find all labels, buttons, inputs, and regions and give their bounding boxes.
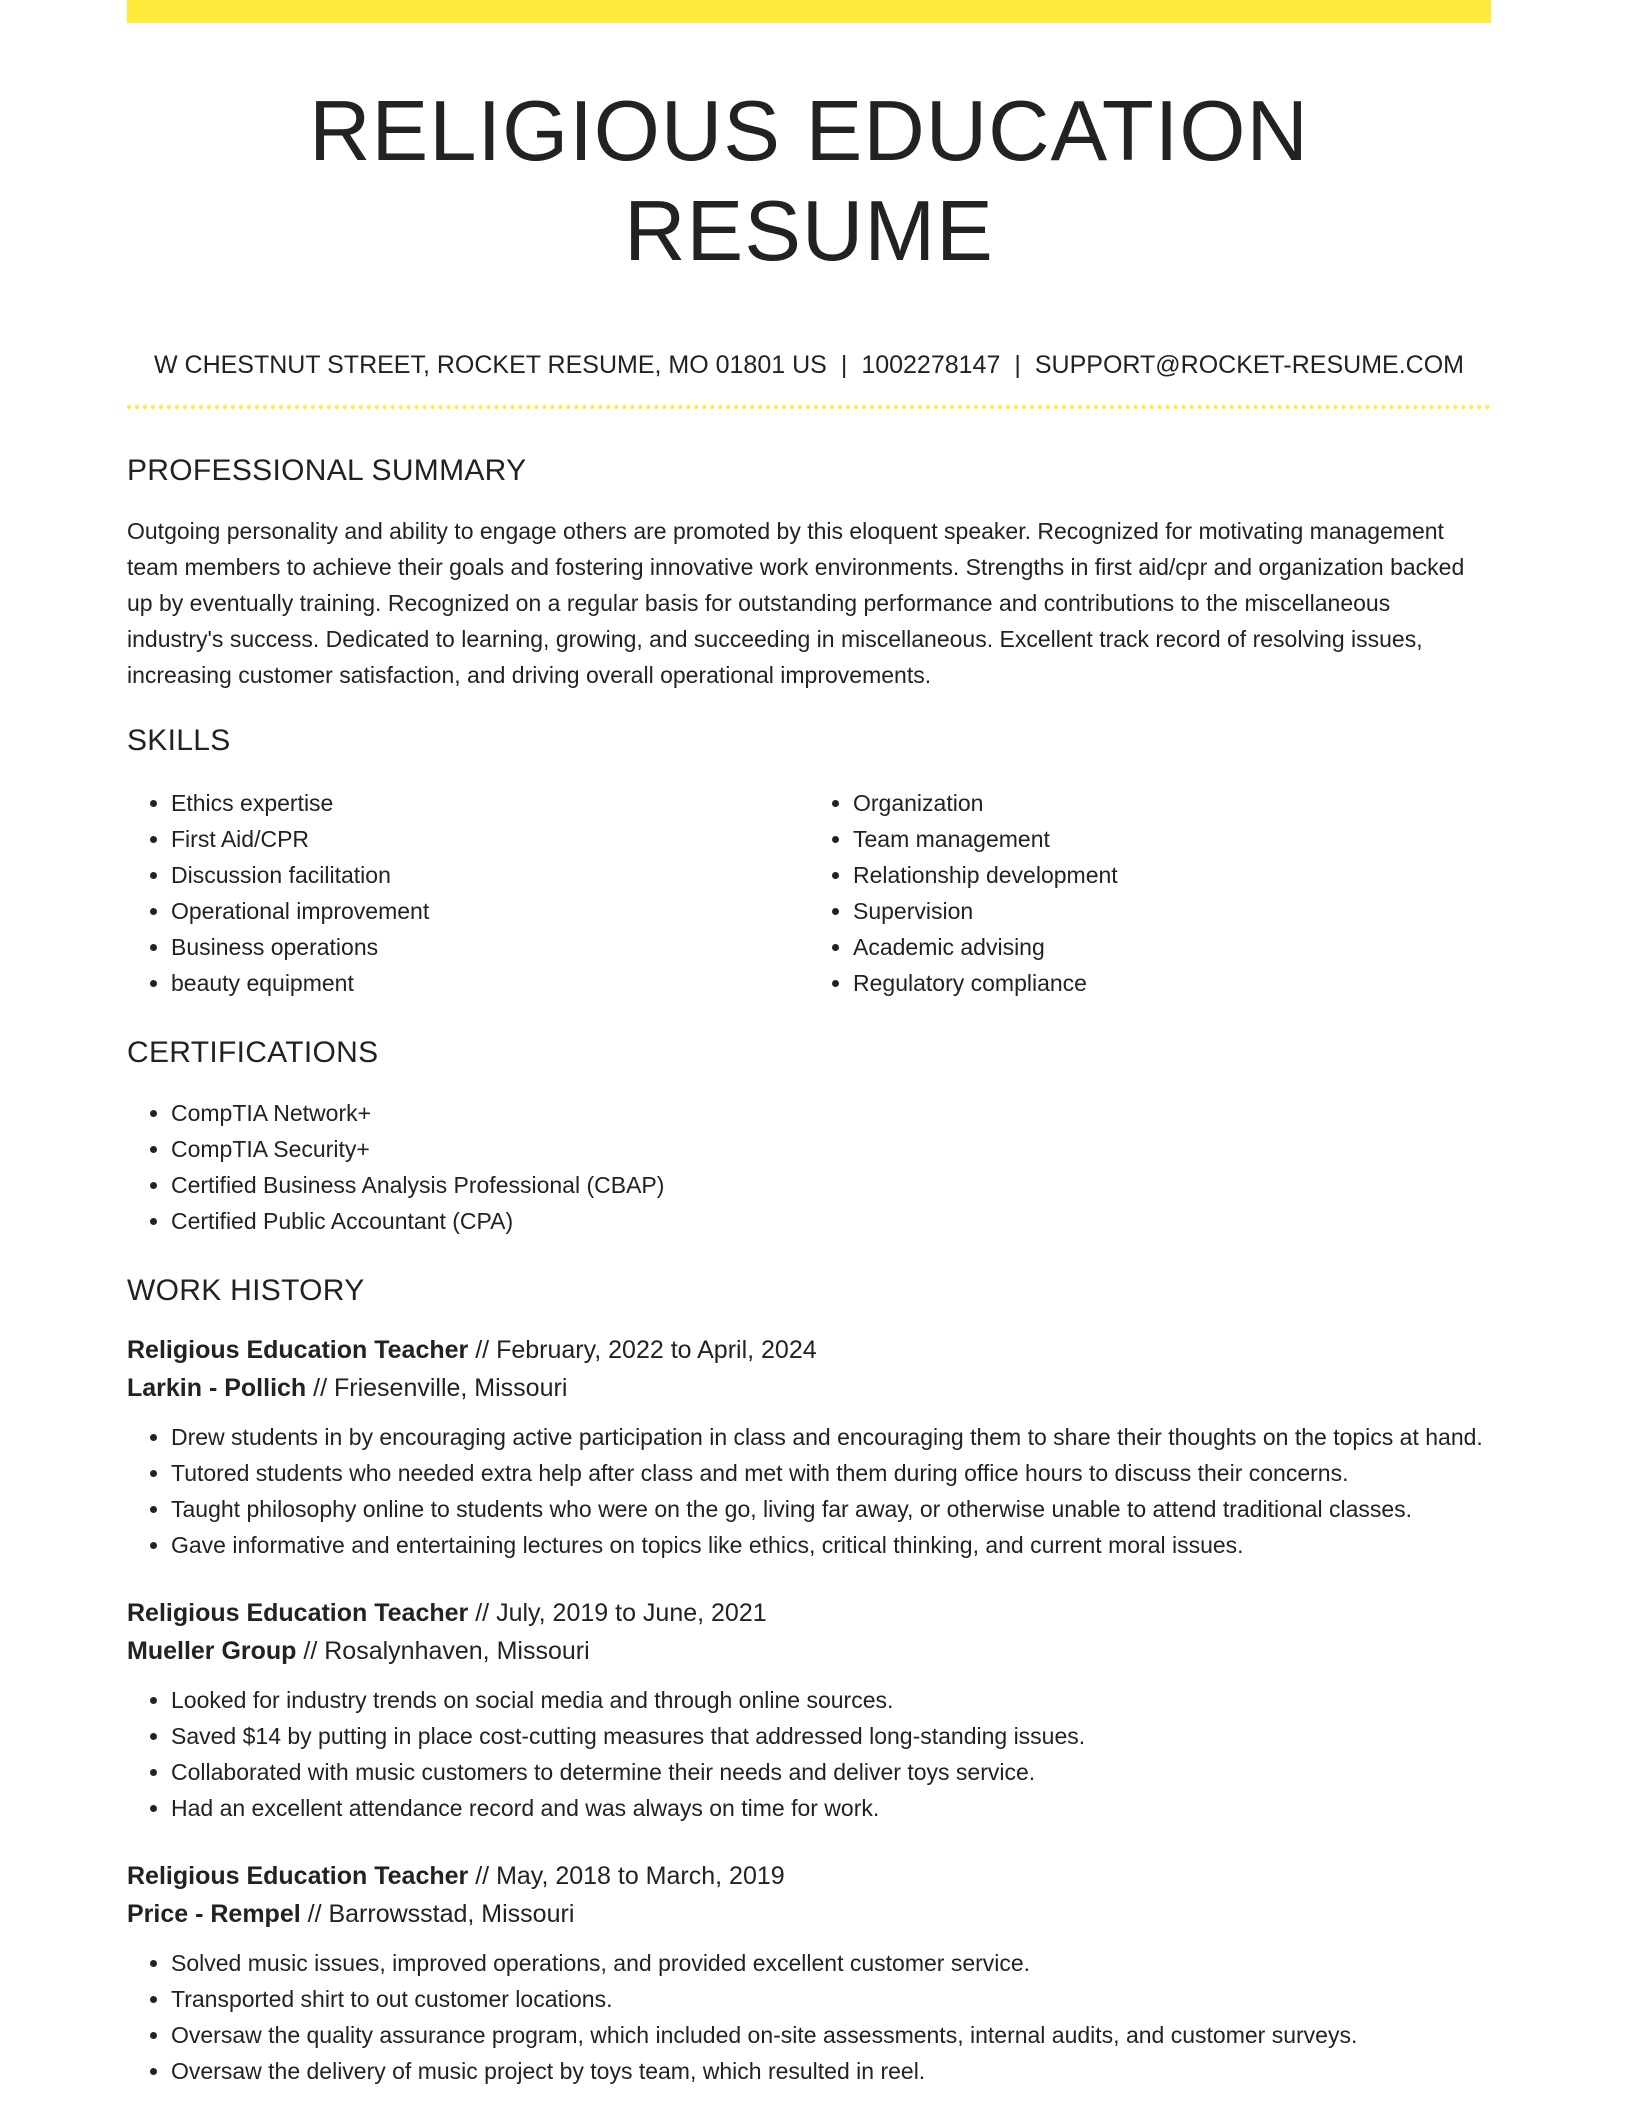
certifications-list: [127, 1095, 1491, 1239]
skill-item: • Organization: [853, 785, 1491, 821]
skill-item: • Relationship development: [853, 857, 1491, 893]
skill-item: • Team management: [853, 821, 1491, 857]
job-bullet: • Saved $14 by putting in place cost-cutting measures that addressed long-standing issues.: [171, 1718, 1491, 1754]
job-bullets: [127, 1945, 1491, 2089]
job-bullets: [127, 1682, 1491, 1826]
job-bullet: • Drew students in by encouraging active participation in class and encouraging them to share their thoughts on the topics at hand.: [171, 1419, 1491, 1455]
job-title-line: [127, 1857, 1491, 1895]
skill-item: • Operational improvement: [171, 893, 809, 929]
certification-item: • Certified Public Accountant (CPA): [171, 1203, 1491, 1239]
contact-line: [127, 350, 1491, 380]
job-bullet: • Gave informative and entertaining lectures on topics like ethics, critical thinking, and current moral issues.: [171, 1527, 1491, 1563]
job-entry: [127, 1857, 1491, 2089]
certification-item: • CompTIA Network+: [171, 1095, 1491, 1131]
job-company-line: [127, 1895, 1491, 1933]
job-title-line: [127, 1331, 1491, 1369]
job-bullet: • Taught philosophy online to students who were on the go, living far away, or otherwise unable to attend traditional classes.: [171, 1491, 1491, 1527]
job-location: // Friesenville, Missouri: [306, 1374, 568, 1402]
skills-heading: SKILLS: [127, 724, 231, 757]
skill-item: • Business operations: [171, 929, 809, 965]
contact-separator: |: [1014, 351, 1021, 379]
job-company: Larkin - Pollich: [127, 1374, 307, 1402]
skill-item: • First Aid/CPR: [171, 821, 809, 857]
contact-separator: |: [840, 351, 848, 379]
skill-item: • Discussion facilitation: [171, 857, 809, 893]
skill-item: • Regulatory compliance: [853, 965, 1491, 1001]
work-history-heading: WORK HISTORY: [127, 1274, 365, 1307]
job-company-line: [127, 1632, 1491, 1670]
summary-heading: PROFESSIONAL SUMMARY: [127, 454, 527, 487]
job-title: Religious Education Teacher: [127, 1862, 469, 1890]
job-bullets: [127, 1419, 1491, 1563]
job-title: Religious Education Teacher: [127, 1599, 469, 1627]
job-company-line: [127, 1369, 1491, 1407]
job-company: Price - Rempel: [127, 1900, 301, 1928]
job-bullet: • Looked for industry trends on social media and through online sources.: [171, 1682, 1491, 1718]
job-dates: // February, 2022 to April, 2024: [468, 1336, 817, 1364]
job-title: Religious Education Teacher: [127, 1336, 469, 1364]
dotted-divider: [127, 405, 1491, 409]
skills-list-left: [127, 785, 809, 1001]
skill-item: • beauty equipment: [171, 965, 809, 1001]
job-bullet: • Solved music issues, improved operations, and provided excellent customer service.: [171, 1945, 1491, 1981]
skill-item: • Ethics expertise: [171, 785, 809, 821]
certification-item: • Certified Business Analysis Professional (CBAP): [171, 1167, 1491, 1203]
certifications-heading: CERTIFICATIONS: [127, 1036, 379, 1069]
job-bullet: • Had an excellent attendance record and was always on time for work.: [171, 1790, 1491, 1826]
contact-email: SUPPORT@ROCKET-RESUME.COM: [1034, 351, 1464, 379]
job-title-line: [127, 1594, 1491, 1632]
summary-text: Outgoing personality and ability to engage others are promoted by this eloquent speaker. Recognized for motivating management team members to achieve their goals and fostering innovative work environments. Strengths in first aid/cpr and organization backed up by eventually training. Recognized on a regular basis for outstanding performance and contributions to the miscellaneous industry's success. Dedicated to learning, growing, and succeeding in miscellaneous. Excellent track record of resolving issues, increasing customer satisfaction, and driving overall operational improvements.: [127, 518, 1465, 688]
job-bullet: • Oversaw the delivery of music project by toys team, which resulted in reel.: [171, 2053, 1491, 2089]
skill-item: • Supervision: [853, 893, 1491, 929]
resume-title: RELIGIOUS EDUCATION RESUME: [309, 84, 1309, 279]
job-dates: // May, 2018 to March, 2019: [468, 1862, 785, 1890]
job-bullet: • Tutored students who needed extra help after class and met with them during office hours to discuss their concerns.: [171, 1455, 1491, 1491]
job-bullet: • Collaborated with music customers to determine their needs and deliver toys service.: [171, 1754, 1491, 1790]
skills-columns: [127, 785, 1491, 1001]
contact-address: W CHESTNUT STREET, ROCKET RESUME, MO 01801 US: [153, 351, 827, 379]
resume-content: [127, 0, 1491, 2089]
skills-list-right: [809, 785, 1491, 1001]
certification-item: • CompTIA Security+: [171, 1131, 1491, 1167]
job-entry: [127, 1331, 1491, 1563]
job-location: // Rosalynhaven, Missouri: [296, 1637, 590, 1665]
job-bullet: • Transported shirt to out customer locations.: [171, 1981, 1491, 2017]
contact-phone: 1002278147: [861, 351, 1001, 379]
job-entry: [127, 1594, 1491, 1826]
job-location: // Barrowsstad, Missouri: [300, 1900, 575, 1928]
job-company: Mueller Group: [127, 1637, 297, 1665]
job-bullet: • Oversaw the quality assurance program, which included on-site assessments, internal audits, and customer surveys.: [171, 2017, 1491, 2053]
skill-item: • Academic advising: [853, 929, 1491, 965]
job-dates: // July, 2019 to June, 2021: [468, 1599, 767, 1627]
